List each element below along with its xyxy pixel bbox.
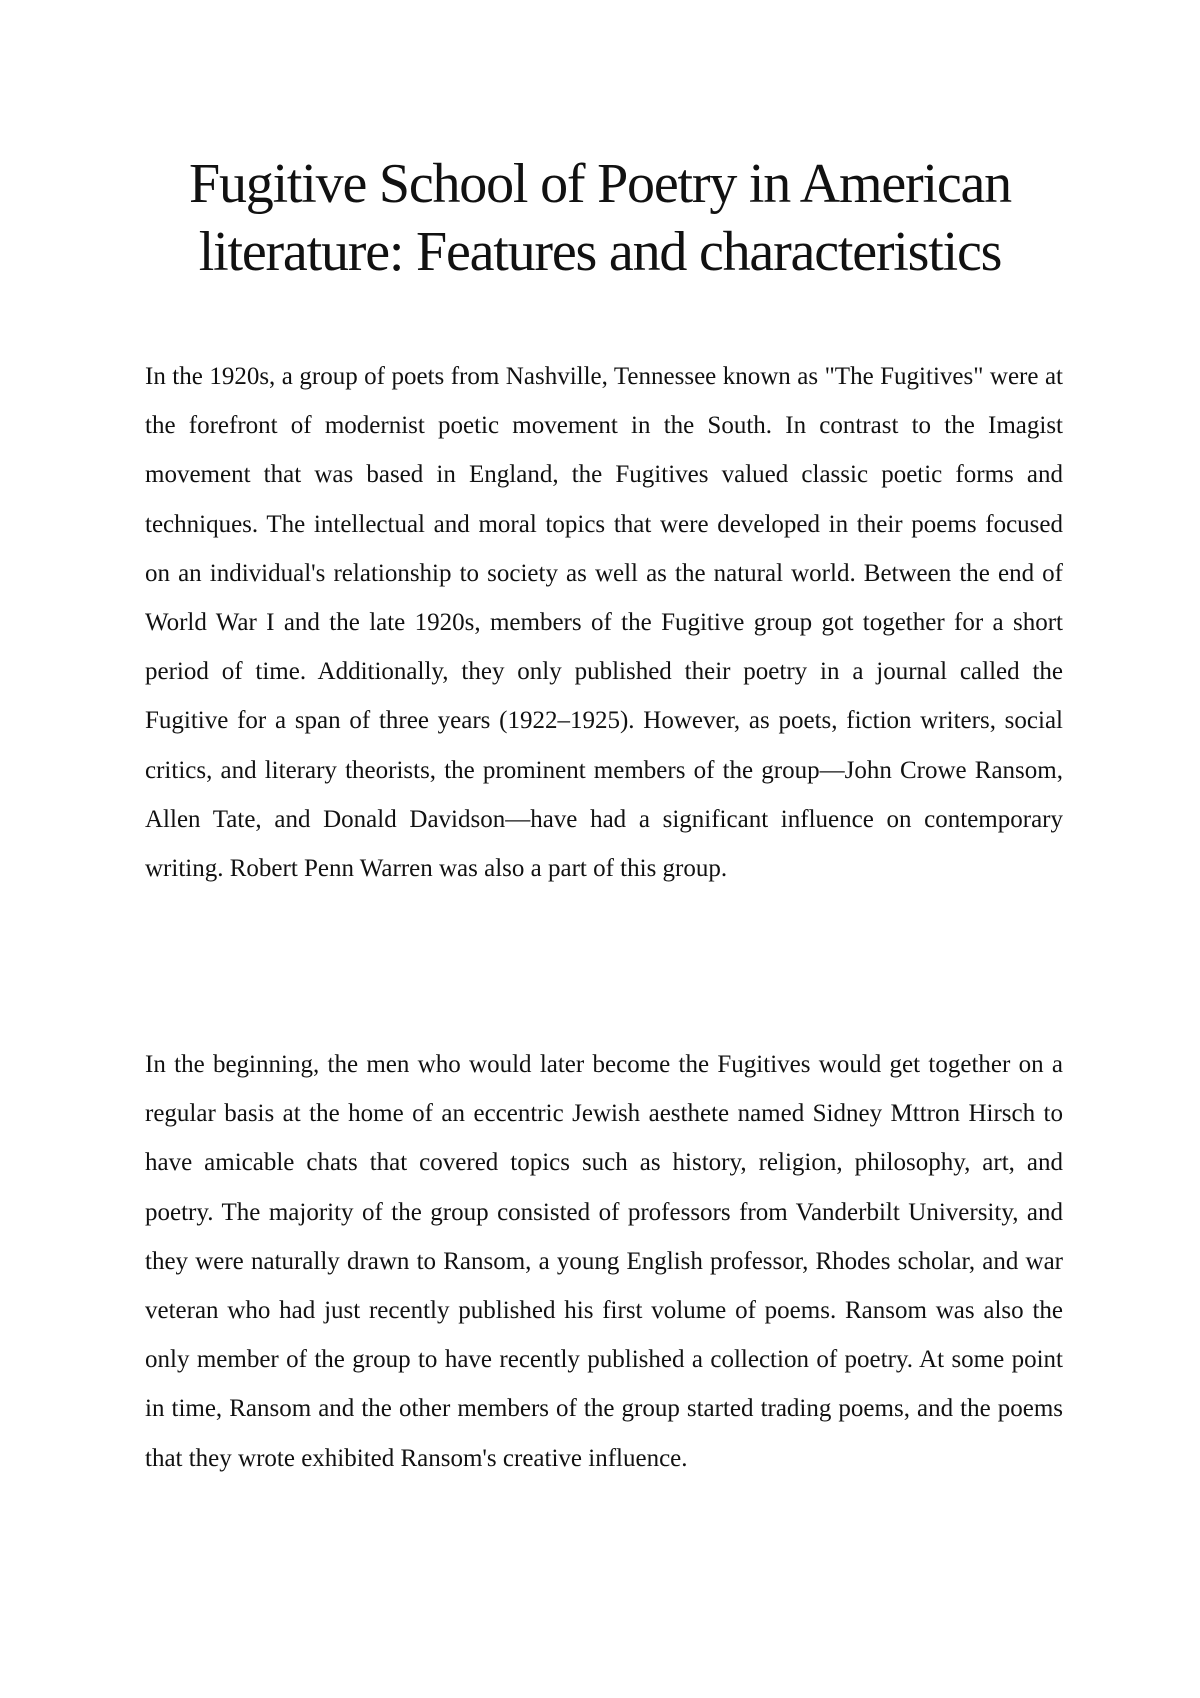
paragraph-beginnings: In the beginning, the men who would later become the Fugitives would get together on a regular basis at the home of an eccentric Jewish aesthete named Sidney Mttron Hirsch to have amicable chats that covered topics such as history, religion, philosophy, art, and poetry. The majority of the group consisted of professors from Vanderbilt University, and they were naturally drawn to Ransom, a young English professor, Rhodes scholar, and war veteran who had just recently published his first volume of poems. Ransom was also the only member of the group to have recently published a collection of poetry. At some point in time, Ransom and the other members of the group started trading poems, and the poems that they wrote exhibited Ransom's creative influence. bbox=[145, 1051, 1063, 1472]
page-title: Fugitive School of Poetry in American literature: Features and characteristics bbox=[189, 153, 1011, 283]
paragraph-intro: In the 1920s, a group of poets from Nashville, Tennessee known as "The Fugitives" were at the forefront of modernist poetic movement in the South. In contrast to the Imagist movement that was based in England, the Fugitives valued classic poetic forms and techniques. The intellectual and moral topics that were developed in their poems focused on an individual's relationship to society as well as the natural world. Between the end of World War I and the late 1920s, members of the Fugitive group got together for a short period of time. Additionally, they only published their poetry in a journal called the Fugitive for a span of three years (1922–1925). However, as poets, fiction writers, social critics, and literary theorists, the prominent members of the group—John Crowe Ransom, Allen Tate, and Donald Davidson—have had a significant influence on contemporary writing. Robert Penn Warren was also a part of this group. bbox=[145, 363, 1063, 883]
